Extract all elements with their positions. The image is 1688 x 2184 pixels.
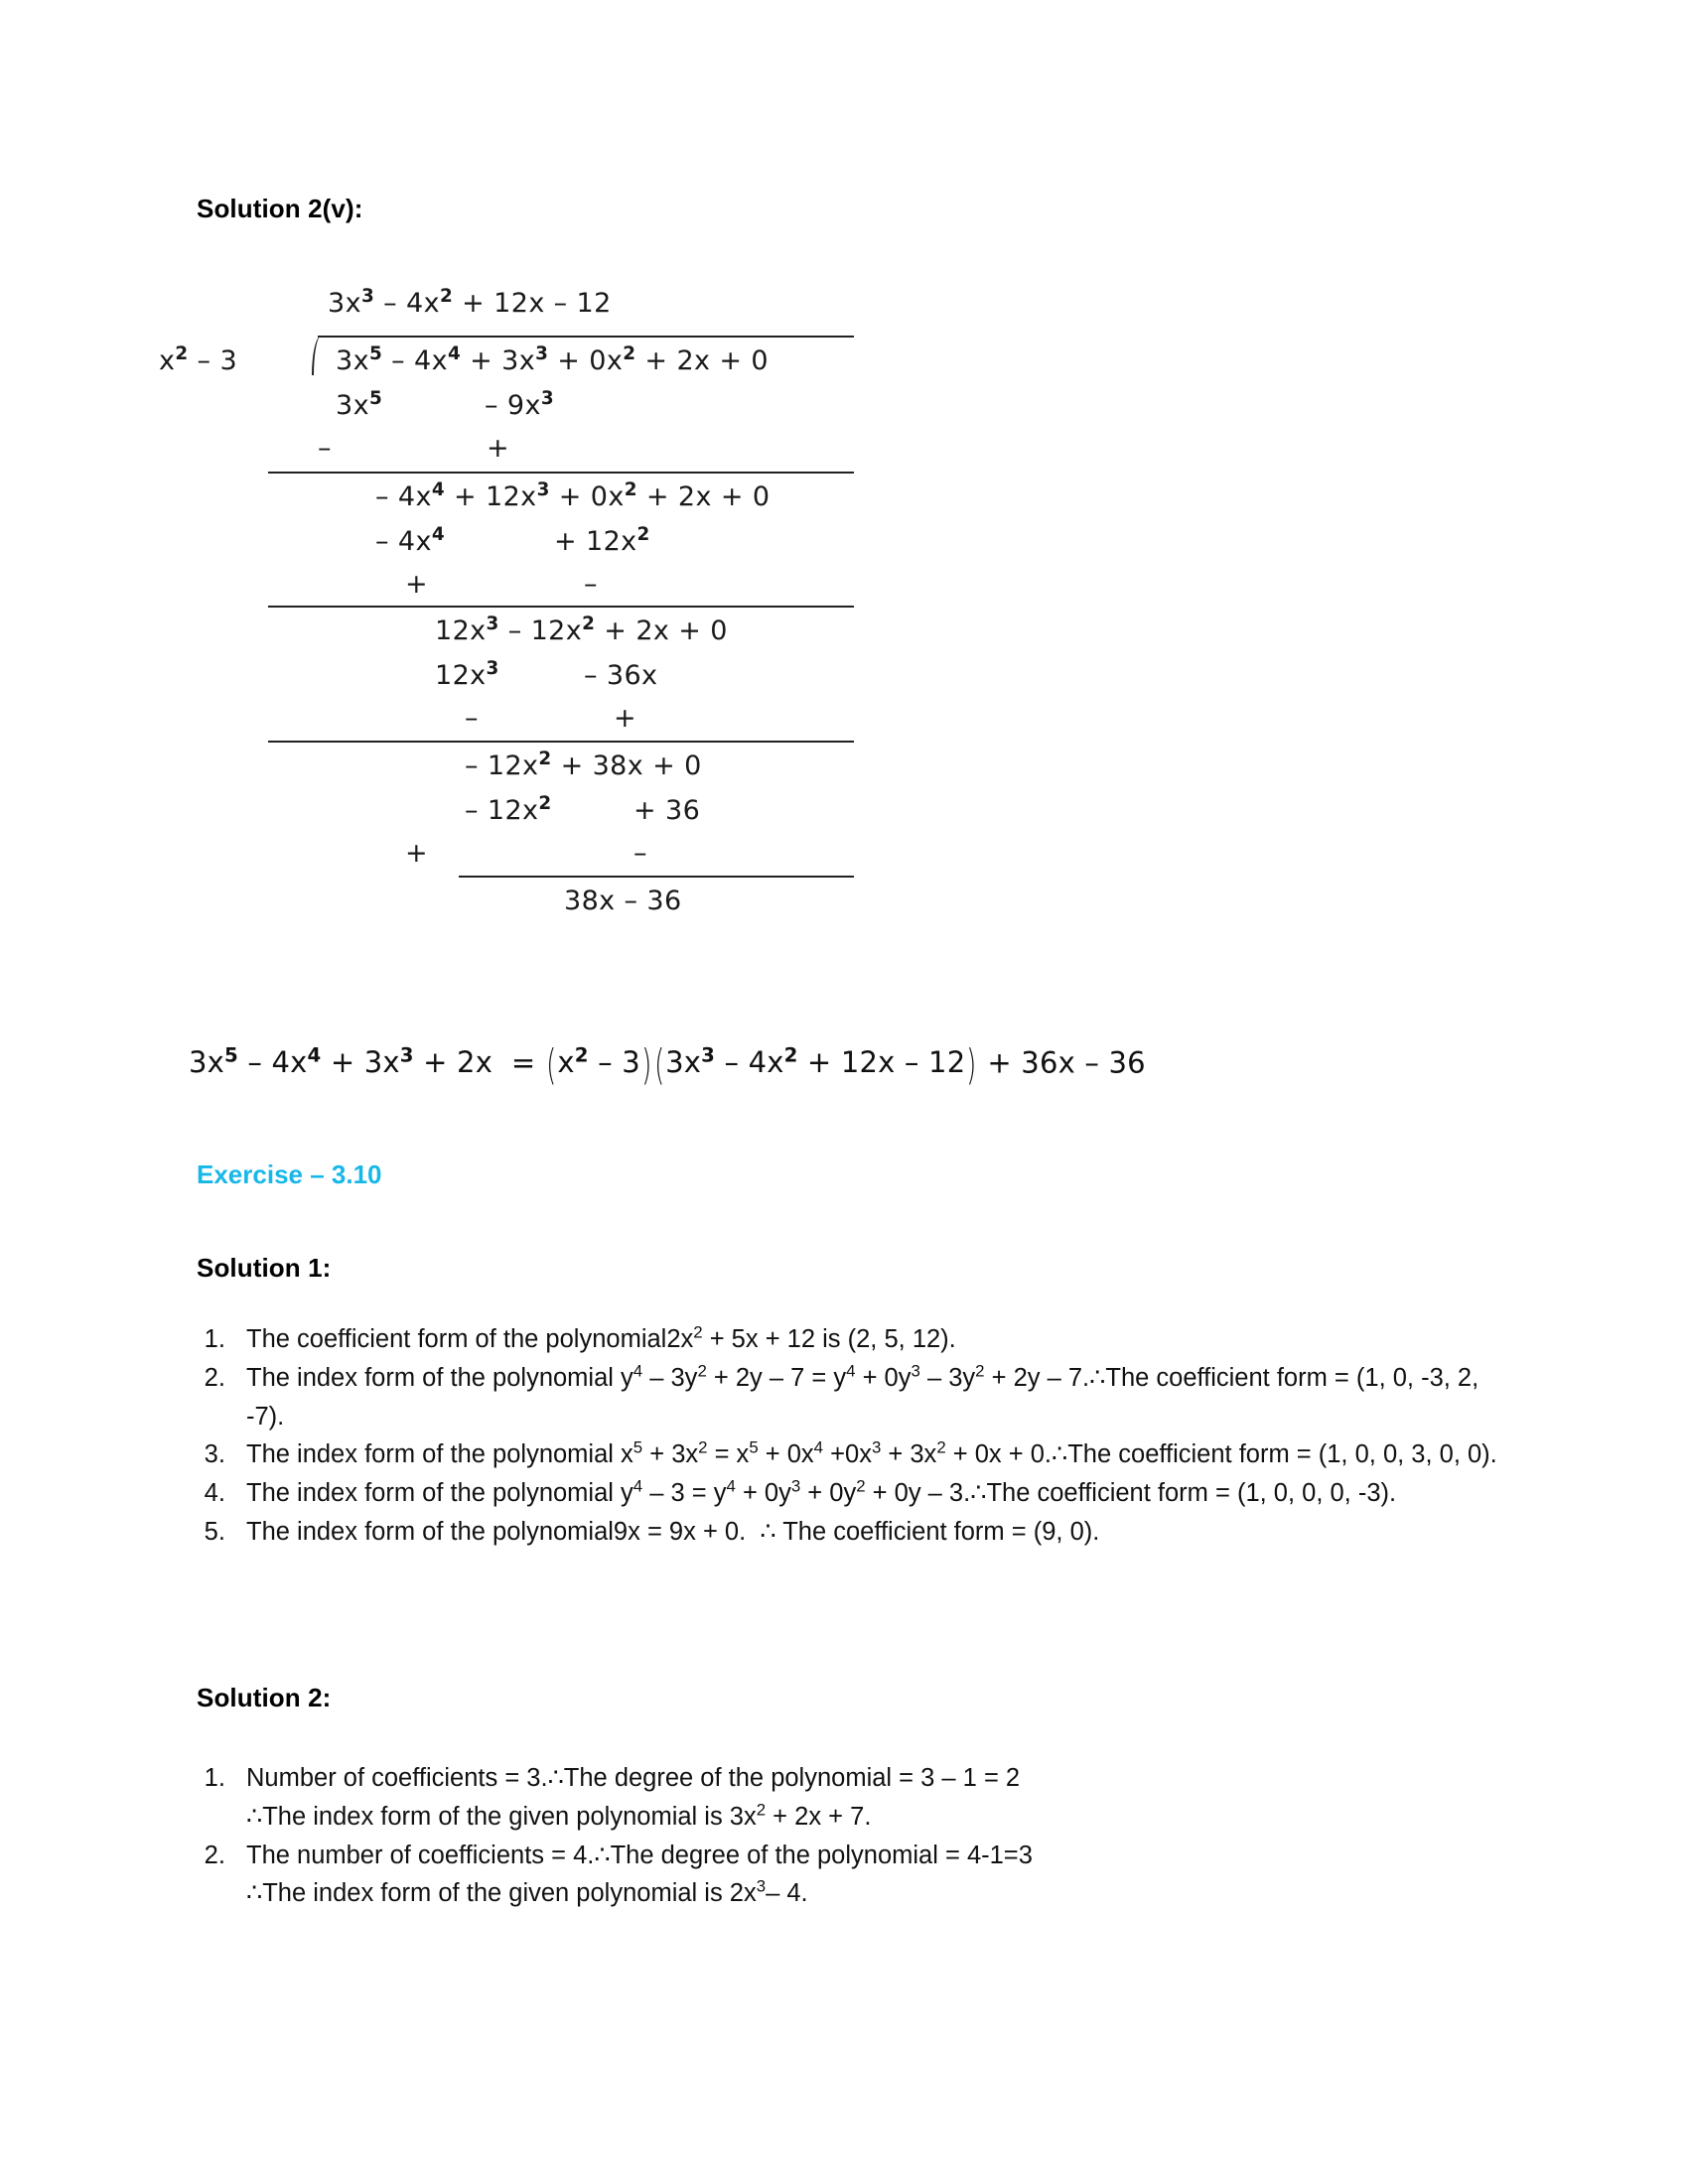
division-step-2-product-left: – $4x^4$ [375, 524, 446, 557]
list-item [232, 1435, 1503, 1474]
solution-2-heading: Solution 2: [197, 1683, 332, 1712]
division-step-1-sign-left: – [318, 433, 332, 464]
division-bracket-icon [312, 336, 328, 375]
division-step-3-product-right: – 36x [584, 660, 658, 691]
division-dividend: $3x^5 - 4x^4 + 3x^3 + 0x^2 + 2x + 0$ [336, 343, 769, 376]
division-step-3-product-left: $12x^3$ [435, 658, 499, 691]
division-step-2-product-right: + $12x^2$ [554, 524, 650, 557]
list-item-text: The index form of the polynomial $x^5 + 3x^2 = x^5 + 0x^4 +0x^3 + 3x^2 + 0x$ + 0.∴The coefficient form = (1, 0, 0, 3, 0, 0). [246, 1437, 1497, 1469]
division-rule-4 [459, 876, 854, 878]
division-quotient: $3x^3 - 4x^2 + 12x - 12$ [328, 286, 612, 319]
division-step-3-sign-right: + [614, 703, 637, 734]
division-step-4-product-right: + 36 [633, 795, 701, 826]
solution-1-list [149, 1320, 1503, 1552]
solution-1-heading: Solution 1: [197, 1253, 332, 1283]
identity-lhs: $3x^5 - 4x^4 + 3x^3 + 2x$ [189, 1043, 493, 1080]
page-title-solution-2v: Solution 2(v): [197, 194, 363, 223]
exercise-heading: Exercise – 3.10 [197, 1160, 382, 1189]
list-item [232, 1513, 1503, 1552]
list-item [232, 1759, 1503, 1837]
division-step-1-sign-right: + [487, 433, 510, 464]
division-step-2-sign-left: + [405, 569, 429, 600]
division-divisor: $x^2 - 3$ [159, 343, 238, 376]
division-step-3-sign-left: – [465, 703, 479, 734]
identity-paren-open-1: ( [545, 1040, 557, 1089]
list-item-text: The number of coefficients = 4.∴The degree of the polynomial = 4-1=3 ∴The index form of the given polynomial is $2x^3-$ 4. [246, 1841, 1033, 1908]
identity-factor-1: $x^2 - 3$ [557, 1043, 640, 1080]
solution-2-list [149, 1759, 1503, 1913]
division-identity-equation [189, 1040, 1146, 1089]
division-step-4-sign-right: – [633, 838, 647, 869]
identity-paren-open-2: ( [653, 1040, 664, 1089]
list-item-text: Number of coefficients = 3.∴The degree of the polynomial = 3 – 1 = 2 ∴The index form of the given polynomial is $3x^2 + 2x + 7$. [246, 1764, 1021, 1831]
division-step-2-remainder: – $4x^4 + 12x^3 + 0x^2 + 2x + 0$ [375, 479, 771, 512]
division-step-1-product-left: $3x^5$ [336, 388, 383, 421]
identity-factor-2: $3x^3 - 4x^2 + 12x - 12$ [665, 1043, 966, 1080]
division-step-4-sign-left: + [405, 838, 429, 869]
list-item-text: The coefficient form of the $polynomial2x^2 + 5x + 12$ is (2, 5, 12). [246, 1322, 956, 1353]
division-rule-1 [268, 472, 854, 474]
division-step-1-product-right: – $9x^3$ [485, 388, 555, 421]
list-item [232, 1320, 1503, 1359]
identity-equals: = [501, 1045, 545, 1080]
identity-paren-close-2: ) [966, 1040, 977, 1089]
division-step-4-remainder: – $12x^2 + 38x + 0$ [465, 749, 702, 781]
division-step-2-sign-right: – [584, 569, 598, 600]
list-item [232, 1359, 1503, 1436]
division-rule-2 [268, 606, 854, 608]
division-vinculum [318, 336, 854, 338]
list-item [232, 1837, 1503, 1914]
list-item-text: The index form of the polynomial $y^4 - 3 = y^4 + 0y^3 + 0y^2 + 0y$ – 3.∴The coefficient form = (1, 0, 0, 0, -3). [246, 1476, 1397, 1507]
list-item-text: The index form of the polynomial $y^4 - 3y^2 + 2y - 7 = y^4 + 0y^3 - 3y^2 + 2y$ – 7.∴The coefficient form = (1, 0, -3, 2, -7). [246, 1361, 1479, 1431]
list-item-text: The index form of the polynomial9x = 9x + 0. ∴ The coefficient form = (9, 0). [246, 1517, 1100, 1546]
division-final-remainder: 38x – 36 [564, 886, 682, 916]
identity-tail: + 36x – 36 [977, 1045, 1146, 1080]
division-rule-3 [268, 741, 854, 743]
identity-paren-close-1: ) [641, 1040, 652, 1089]
division-step-3-remainder: $12x^3 - 12x^2 + 2x + 0$ [435, 614, 728, 646]
list-item [232, 1474, 1503, 1513]
division-step-4-product-left: – $12x^2$ [465, 793, 552, 826]
